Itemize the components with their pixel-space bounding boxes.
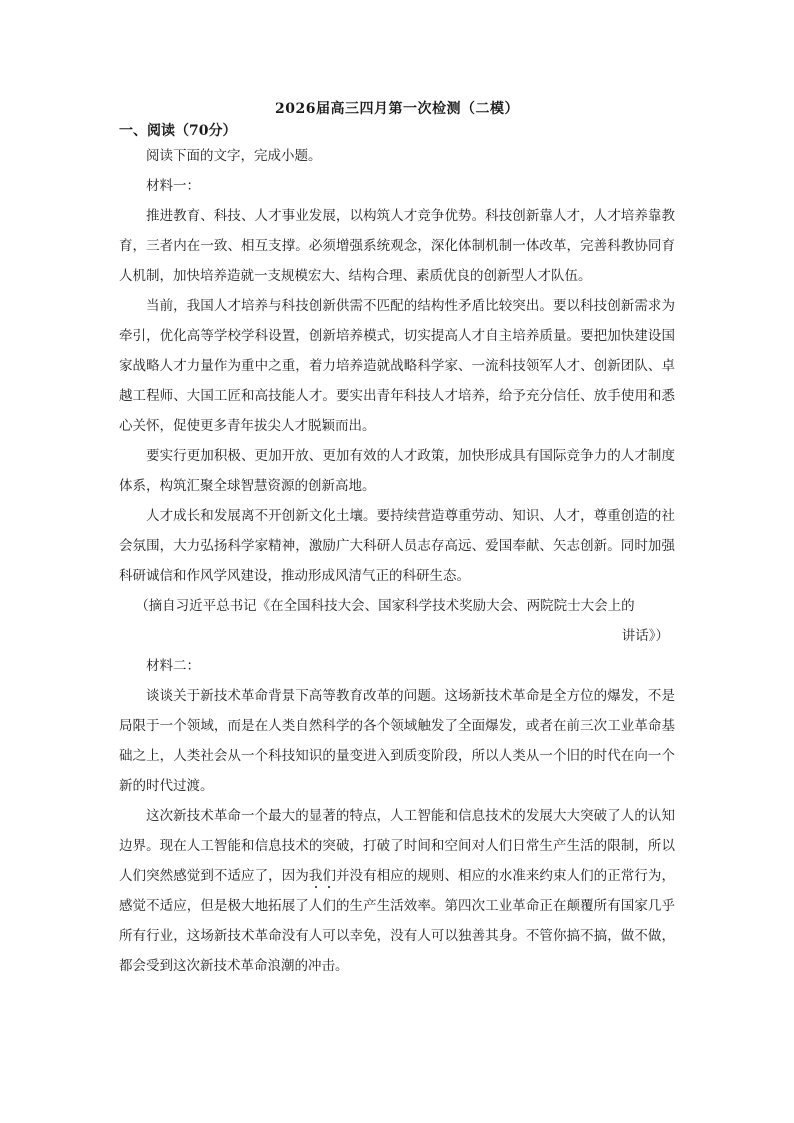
emphasis-dot-char: 我 (308, 868, 323, 884)
material-two-paragraph-2-part-b: 并没有相应的规则、相应的水准来约束人们的正常行为，感觉不适应，但是极大地拓展了人们的生产生活效率。第四次工业革命正在颠覆所有国家几乎所有行业，这场新技术革命没有人可以幸免，没有人可以独善其身。不管你搞不搞，做不做，都会受到这次新技术革命浪潮的冲击。 (119, 868, 675, 974)
material-two-paragraph-1: 谈谈关于新技术革命背景下高等教育改革的问题。这场新技术革命是全方位的爆发，不是局限于一个领域，而是在人类自然科学的各个领域触发了全面爆发，或者在前三次工业革命基础之上，人类社会从一个科技知识的量变进入到质变阶段，所以人类从一个旧的时代在向一个新的时代过渡。 (119, 688, 675, 794)
section-heading: 一、阅读（70分） (119, 123, 237, 139)
material-one-paragraph-1: 推进教育、科技、人才事业发展，以构筑人才竞争优势。科技创新靠人才，人才培养靠教育，三者内在一致、相互支撑。必须增强系统观念，深化体制机制一体改革，完善科教协同育人机制，加快培养造就一支规模宏大、结构合理、素质优良的创新型人才队伍。 (119, 208, 675, 284)
reading-body (119, 141, 675, 981)
material-two-paragraph-2 (119, 801, 675, 981)
exam-title: 2026届高三四月第一次检测（二模） (275, 101, 519, 117)
material-one-source: （摘自习近平总书记《在全国科技大会、国家科学技术奖励大会、两院院士大会上的 (135, 598, 635, 614)
material-one-label: 材料一： (146, 178, 200, 194)
material-one-paragraph-3: 要实行更加积极、更加开放、更加有效的人才政策，加快形成具有国际竞争力的人才制度体系，构筑汇聚全球智慧资源的创新高地。 (119, 448, 675, 494)
material-one-source-tail: 讲话》） (621, 628, 669, 644)
material-two-label: 材料二： (146, 658, 200, 674)
material-one-paragraph-2: 当前，我国人才培养与科技创新供需不匹配的结构性矛盾比较突出。要以科技创新需求为牵引，优化高等学校学科设置，创新培养模式，切实提高人才自主培养质量。要把加快建设国家战略人才力量作为重中之重，着力培养造就战略科学家、一流科技领军人才、创新团队、卓越工程师、大国工匠和高技能人才。要实出青年科技人才培养，给予充分信任、放手使用和悉心关怀，促使更多青年拔尖人才脱颖而出。 (119, 298, 675, 434)
emphasis-dot-char: 们 (322, 868, 336, 884)
material-one-paragraph-4: 人才成长和发展离不开创新文化土壤。要持续营造尊重劳动、知识、人才，尊重创造的社会氛围，大力弘扬科学家精神，激励广大科研人员志存高远、爱国奉献、矢志创新。同时加强科研诚信和作风学风建设，推动形成风清气正的科研生态。 (119, 508, 675, 584)
instruction: 阅读下面的文字，完成小题。 (146, 148, 322, 164)
material-two-paragraph-2-part-a: 这次新技术革命一个最大的显著的特点，人工智能和信息技术的发展大大突破了人的认知边界。现在人工智能和信息技术的突破，打破了时间和空间对人们日常生产生活的限制，所以人们突然感觉到不适应了，因为 (119, 808, 675, 884)
